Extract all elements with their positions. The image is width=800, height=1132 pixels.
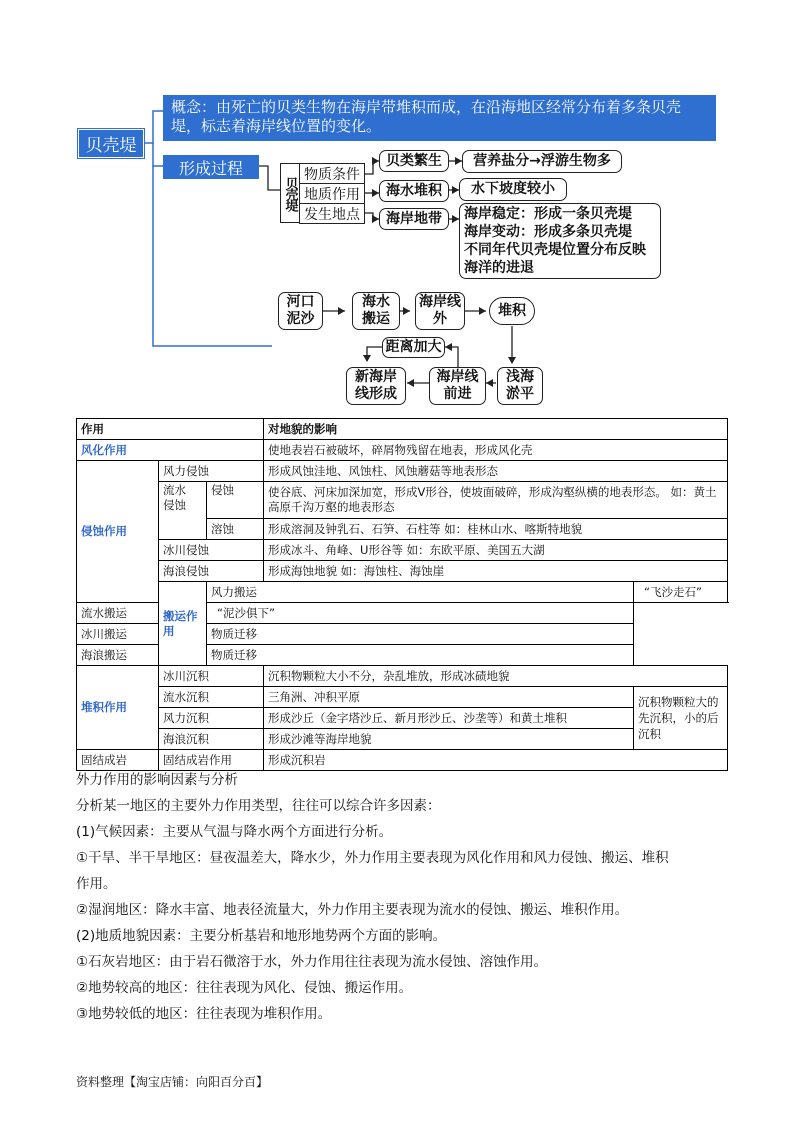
paragraph: ①干旱、半干旱地区：昼夜温差大，降水少，外力作用主要表现为风化作用和风力侵蚀、搬运、堆积 xyxy=(76,850,669,866)
root-node-shell-mound xyxy=(78,129,144,158)
effect-cell: “飞沙走石” xyxy=(634,582,728,603)
condition-label: 地质作用 xyxy=(304,186,360,203)
flow-new-coast xyxy=(346,367,406,405)
coast-note-change: 海岸变动：形成多条贝壳堤 xyxy=(464,224,632,240)
coast-note-stable: 海岸稳定：形成一条贝壳堤 xyxy=(464,206,632,222)
sub-type-cell: 流水沉积 xyxy=(159,687,264,708)
flow-label: 浅海淤平 xyxy=(506,369,534,402)
concept-text: 概念：由死亡的贝类生物在海岸带堆积而成，在沿海地区经常分布着多条贝壳堤，标志着海岸线位置的变化。 xyxy=(171,98,682,135)
sub-type-cell: 冰川侵蚀 xyxy=(159,540,264,561)
effect-cell: 物质迁移 xyxy=(207,645,634,666)
section-title: 外力作用的影响因素与分析 xyxy=(76,772,238,788)
flow-distance-increase xyxy=(382,337,445,358)
mid-node-shellfish xyxy=(379,150,449,172)
consolidation-cell: 固结成岩 xyxy=(77,750,159,771)
flow-label: 距离加大 xyxy=(385,339,442,355)
condition-material xyxy=(299,163,365,184)
sub-type-cell: 固结成岩作用 xyxy=(159,750,264,771)
table-row xyxy=(77,645,728,666)
flow-coast-advance xyxy=(429,367,486,405)
result-slope xyxy=(459,178,567,201)
result-label: 营养盐分→浮游生物多 xyxy=(473,153,611,169)
side-label-box xyxy=(280,163,300,223)
effect-cell: “泥沙俱下” xyxy=(207,603,634,624)
flow-label: 海水搬运 xyxy=(362,294,390,327)
effect-cell: 物质迁移 xyxy=(207,624,634,645)
sub-type-cell: 风力侵蚀 xyxy=(159,461,264,482)
table-row xyxy=(77,750,728,771)
footer-source: 资料整理【淘宝店铺：向阳百分百】 xyxy=(76,1075,269,1089)
paragraph: ①石灰岩地区：由于岩石微溶于水，外力作用往往表现为流水侵蚀、溶蚀作用。 xyxy=(76,954,548,970)
coast-notes-box xyxy=(459,203,661,279)
flow-label: 堆积 xyxy=(498,302,526,319)
flow-label: 海岸线前进 xyxy=(436,369,479,402)
sub-type-cell xyxy=(159,482,207,540)
root-label: 贝壳堤 xyxy=(85,136,137,156)
process-label-box xyxy=(163,155,259,179)
paragraph: (2)地质地貌因素：主要分析基岩和地形地势两个方面的影响。 xyxy=(76,928,447,944)
sub-sub-type-cell: 溶蚀 xyxy=(207,519,264,540)
flow-label: 河口泥沙 xyxy=(286,294,315,327)
sub-type-cell: 流水搬运 xyxy=(77,603,207,624)
table-row xyxy=(77,482,728,519)
header-force: 作用 xyxy=(77,419,264,440)
weathering-cell: 风化作用 xyxy=(77,440,264,461)
table-row xyxy=(77,708,728,729)
coast-note-era: 不同年代贝壳堤位置分布反映海洋的进退 xyxy=(464,242,646,276)
sub-type-cell: 风力搬运 xyxy=(207,582,634,603)
result-label: 水下坡度较小 xyxy=(471,181,555,197)
mid-label: 海水堆积 xyxy=(386,182,442,199)
table-row xyxy=(77,540,728,561)
sub-type-cell: 冰川搬运 xyxy=(77,624,207,645)
sub-type-cell: 海浪侵蚀 xyxy=(159,561,264,582)
table-row xyxy=(77,729,728,750)
flow-label: 新海岸线形成 xyxy=(355,369,397,402)
flow-river-mud xyxy=(278,292,323,330)
effect-cell: 三角洲、冲积平原 xyxy=(264,687,634,708)
condition-label: 物质条件 xyxy=(304,166,360,183)
flow-sea-transport xyxy=(352,292,400,330)
effect-cell: 使地表岩石被破坏，碎屑物残留在地表，形成风化壳 xyxy=(264,440,728,461)
table-row xyxy=(77,582,728,603)
condition-geologic xyxy=(299,183,365,204)
process-label: 形成过程 xyxy=(178,158,243,178)
sub-type-cell: 海浪沉积 xyxy=(159,729,264,750)
sub-type-cell: 海浪搬运 xyxy=(77,645,207,666)
flow-shallow-silt xyxy=(497,367,543,405)
sub-type-cell: 风力沉积 xyxy=(159,708,264,729)
table-header-row xyxy=(77,419,728,440)
effect-cell: 沉积物颗粒大小不分，杂乱堆放，形成冰碛地貌 xyxy=(264,666,728,687)
table-row xyxy=(77,440,728,461)
effect-cell: 形成海蚀地貌 如：海蚀柱、海蚀崖 xyxy=(264,561,728,582)
header-effect: 对地貌的影响 xyxy=(264,419,728,440)
flow-deposit xyxy=(489,297,535,325)
paragraph: ②地势较高的地区：往往表现为风化、侵蚀、搬运作用。 xyxy=(76,980,413,996)
deposition-note-cell: 沉积物颗粒大的先沉积，小的后沉积 xyxy=(634,687,728,750)
side-label: 贝壳堤 xyxy=(282,176,298,210)
effect-cell: 形成风蚀洼地、风蚀柱、风蚀蘑菇等地表形态 xyxy=(264,461,728,482)
effect-cell: 形成沙丘（金字塔沙丘、新月形沙丘、沙垄等）和黄土堆积 xyxy=(264,708,634,729)
effect-cell: 形成冰斗、角峰、U形谷等 如：东欧平原、美国五大湖 xyxy=(264,540,728,561)
external-forces-table xyxy=(76,418,728,771)
effect-cell: 使谷底、河床加深加宽，形成V形谷，使坡面破碎，形成沟壑纵横的地表形态。 如：黄土高原千沟万壑的地表形态 xyxy=(264,482,728,519)
deposition-cell: 堆积作用 xyxy=(77,666,159,750)
paragraph: ③地势较低的地区：往往表现为堆积作用。 xyxy=(76,1006,332,1022)
erosion-cell: 侵蚀作用 xyxy=(77,461,159,603)
effect-cell: 形成沙滩等海岸地貌 xyxy=(264,729,634,750)
transport-cell: 搬运作用 xyxy=(159,582,207,666)
paragraph: ②湿润地区：降水丰富、地表径流量大，外力作用主要表现为流水的侵蚀、搬运、堆积作用。 xyxy=(76,902,629,918)
condition-location xyxy=(299,203,365,224)
flow-label: 海岸线外 xyxy=(419,294,461,327)
effect-cell: 形成溶洞及钟乳石、石笋、石柱等 如：桂林山水、喀斯特地貌 xyxy=(264,519,728,540)
table-row xyxy=(77,666,728,687)
table-row xyxy=(77,687,728,708)
mid-label: 海岸地带 xyxy=(386,210,442,227)
effect-cell: 形成沉积岩 xyxy=(264,750,728,771)
concept-box xyxy=(163,95,716,141)
condition-label: 发生地点 xyxy=(304,206,360,223)
table-row xyxy=(77,561,728,582)
sub-sub-type-cell: 侵蚀 xyxy=(207,482,264,519)
paragraph: 作用。 xyxy=(76,876,117,892)
water-erosion-label: 流水侵蚀 xyxy=(163,483,186,512)
result-nutrients xyxy=(462,150,622,173)
paragraph: (1)气候因素：主要从气温与降水两个方面进行分析。 xyxy=(76,824,393,840)
sub-type-cell: 冰川沉积 xyxy=(159,666,264,687)
paragraph: 分析某一地区的主要外力作用类型，往往可以综合许多因素： xyxy=(76,798,441,814)
flow-outside-coast xyxy=(415,292,465,330)
mid-label: 贝类繁生 xyxy=(386,152,442,169)
mid-node-coastal-zone xyxy=(379,208,449,230)
mid-node-sea-deposit xyxy=(379,180,449,202)
table-row xyxy=(77,461,728,482)
